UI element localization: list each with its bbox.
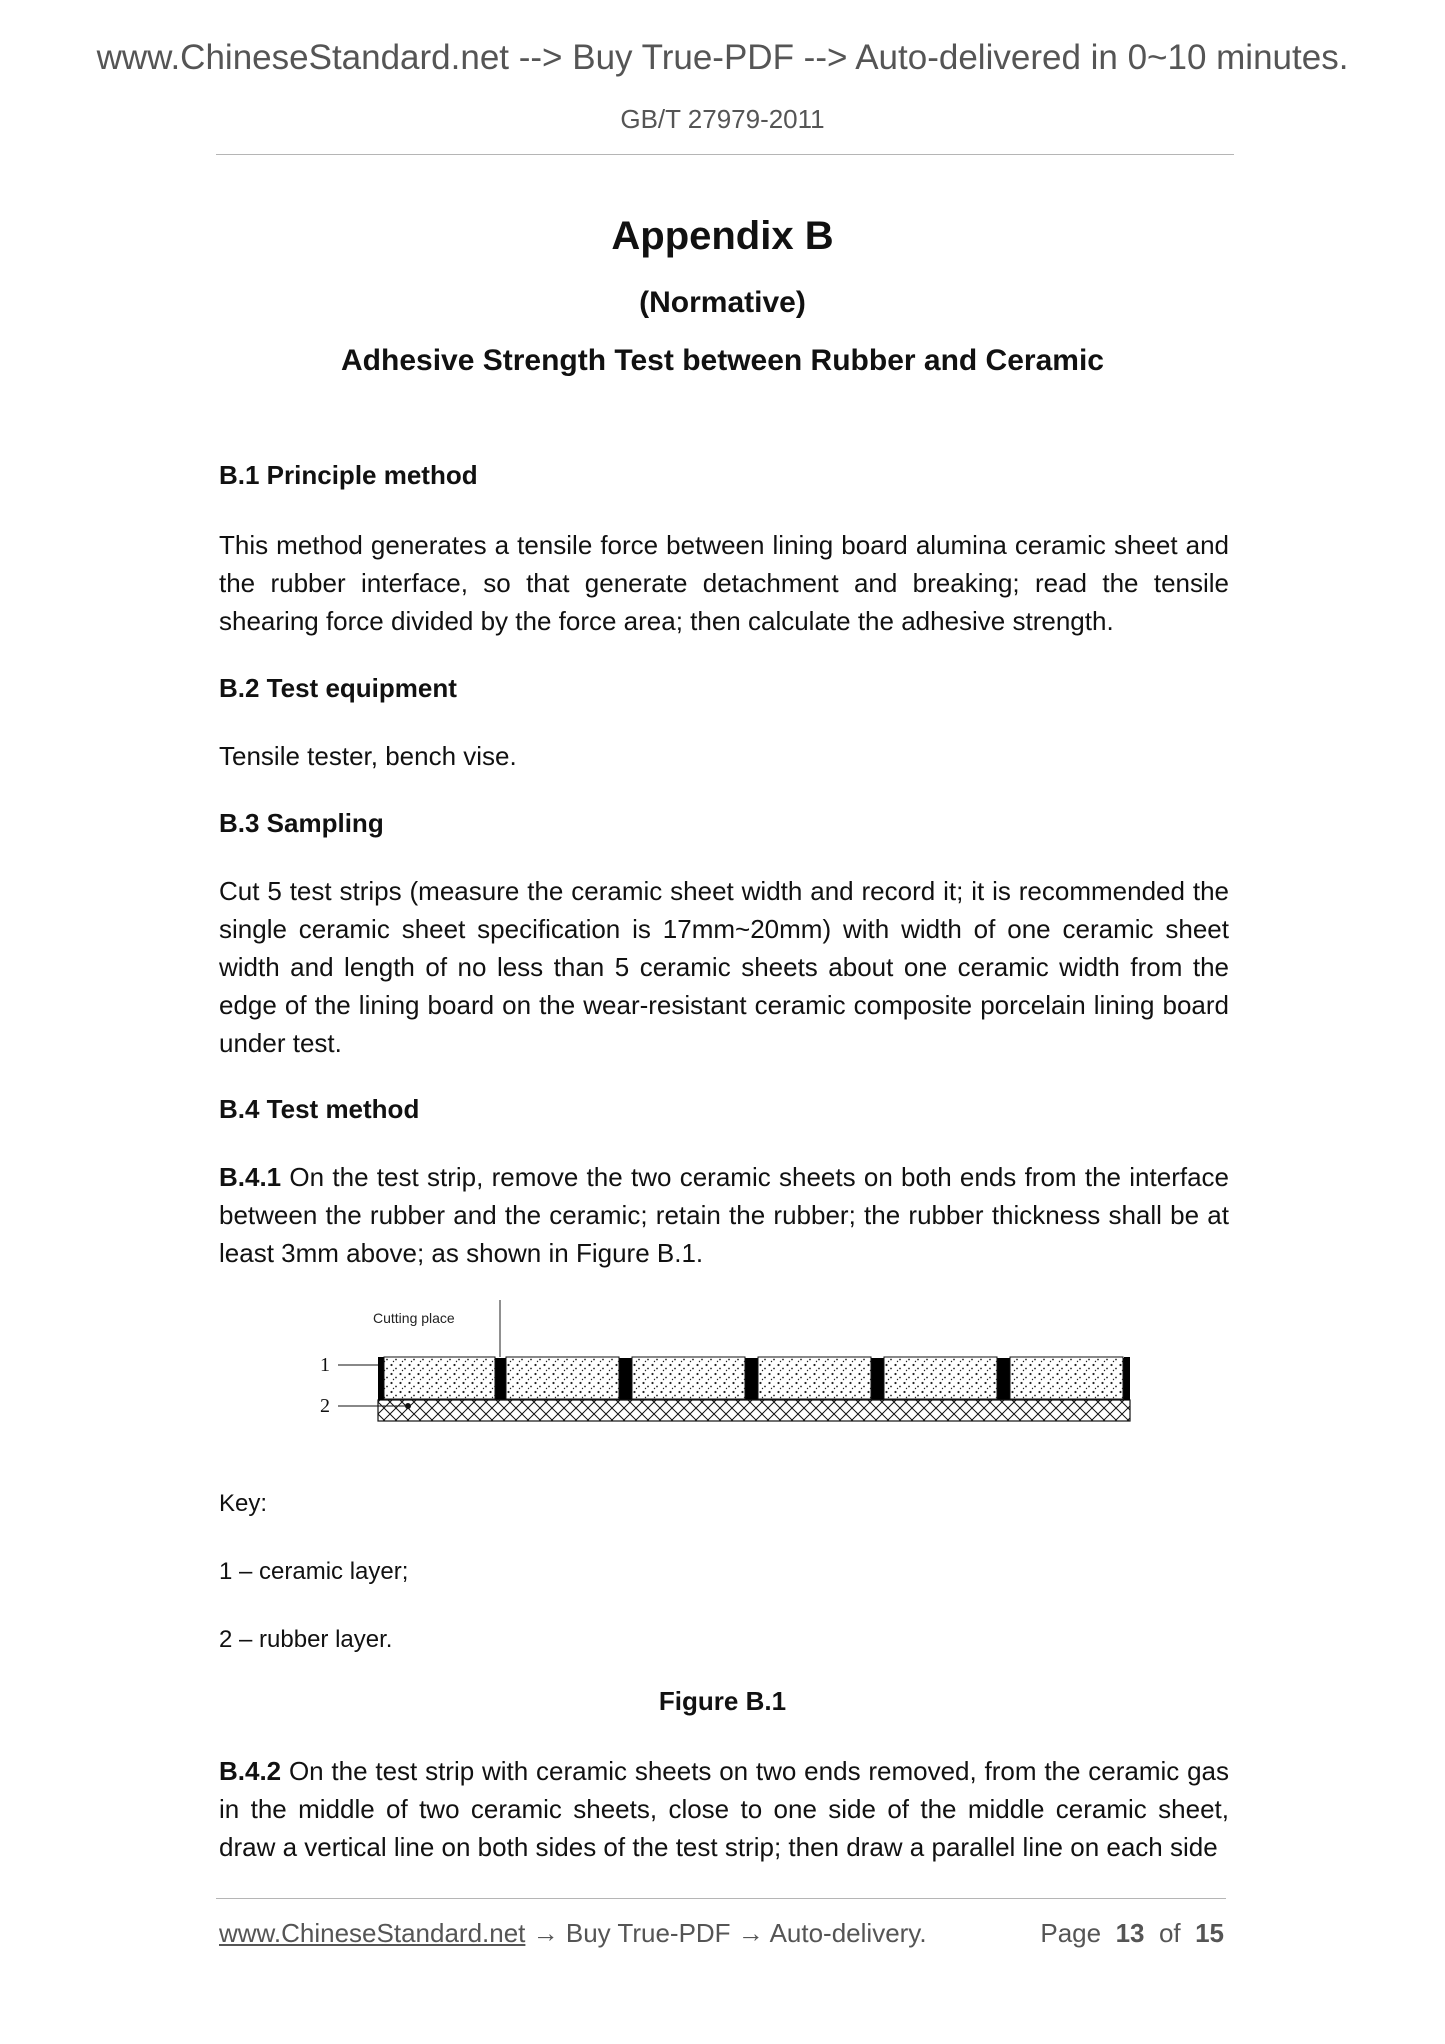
footer-text [219, 1918, 927, 1949]
b41-paragraph [219, 1158, 1229, 1272]
appendix-title: Appendix B [611, 214, 834, 258]
page-total: 15 [1195, 1918, 1224, 1948]
b42-paragraph [219, 1752, 1229, 1866]
b3-paragraph: Cut 5 test strips (measure the ceramic sheet width and record it; it is recommended the single ceramic sheet specification is 17mm~20mm) with width of one ceramic sheet width and length of no less than 5 ceramic sheets about one ceramic width from the edge of the lining board on the wear-resistant ceramic composite porcelain lining board under test. [219, 876, 1229, 1058]
layer-2-label: 2 [320, 1395, 330, 1417]
figure-b1-diagram [300, 1300, 1160, 1440]
b2-heading: B.2 Test equipment [219, 673, 457, 703]
page-word: Page [1040, 1918, 1102, 1948]
b42-label: B.4.2 [219, 1756, 282, 1786]
key-title: Key: [219, 1490, 268, 1517]
key-item-2: 2 – rubber layer. [219, 1626, 393, 1653]
footer-divider [216, 1898, 1226, 1899]
b41-label: B.4.1 [219, 1162, 282, 1192]
b41-text: On the test strip, remove the two ceramic sheets on both ends from the interface between the rubber and the ceramic; retain the rubber; the rubber thickness shall be at least 3mm above; as shown in Figure B.1. [219, 1162, 1229, 1268]
figure-caption: Figure B.1 [658, 1686, 787, 1716]
b1-paragraph: This method generates a tensile force between lining board alumina ceramic sheet and the rubber interface, so that generate detachment and breaking; read the tensile shearing force divided by the force area; then calculate the adhesive strength. [219, 530, 1229, 636]
rubber-layer [378, 1400, 1130, 1421]
page-indicator [1040, 1918, 1224, 1949]
standard-number: GB/T 27979-2011 [620, 104, 825, 134]
b1-heading: B.1 Principle method [219, 460, 478, 490]
page-current: 13 [1115, 1918, 1145, 1948]
footer-promo: → Buy True-PDF → Auto-delivery. [525, 1918, 927, 1948]
b4-heading: B.4 Test method [219, 1094, 420, 1124]
of-word: of [1158, 1918, 1181, 1948]
header-divider [216, 154, 1234, 155]
cutting-place-label: Cutting place [373, 1310, 455, 1326]
layer-1-label: 1 [320, 1354, 330, 1376]
appendix-subtitle: (Normative) [639, 286, 806, 319]
appendix-name: Adhesive Strength Test between Rubber and Ceramic [341, 344, 1104, 377]
b2-paragraph: Tensile tester, bench vise. [219, 741, 517, 771]
header-banner: www.ChineseStandard.net --> Buy True-PDF --> Auto-delivered in 0~10 minutes. [96, 38, 1349, 77]
b42-text: On the test strip with ceramic sheets on two ends removed, from the ceramic gas in the middle of two ceramic sheets, close to one side of the middle ceramic sheet, draw a vertical line on both sides of the test strip; then draw a parallel line on each side [219, 1756, 1229, 1862]
b3-heading: B.3 Sampling [219, 808, 384, 838]
key-item-1: 1 – ceramic layer; [219, 1558, 409, 1585]
footer-link[interactable]: www.ChineseStandard.net [219, 1918, 526, 1948]
